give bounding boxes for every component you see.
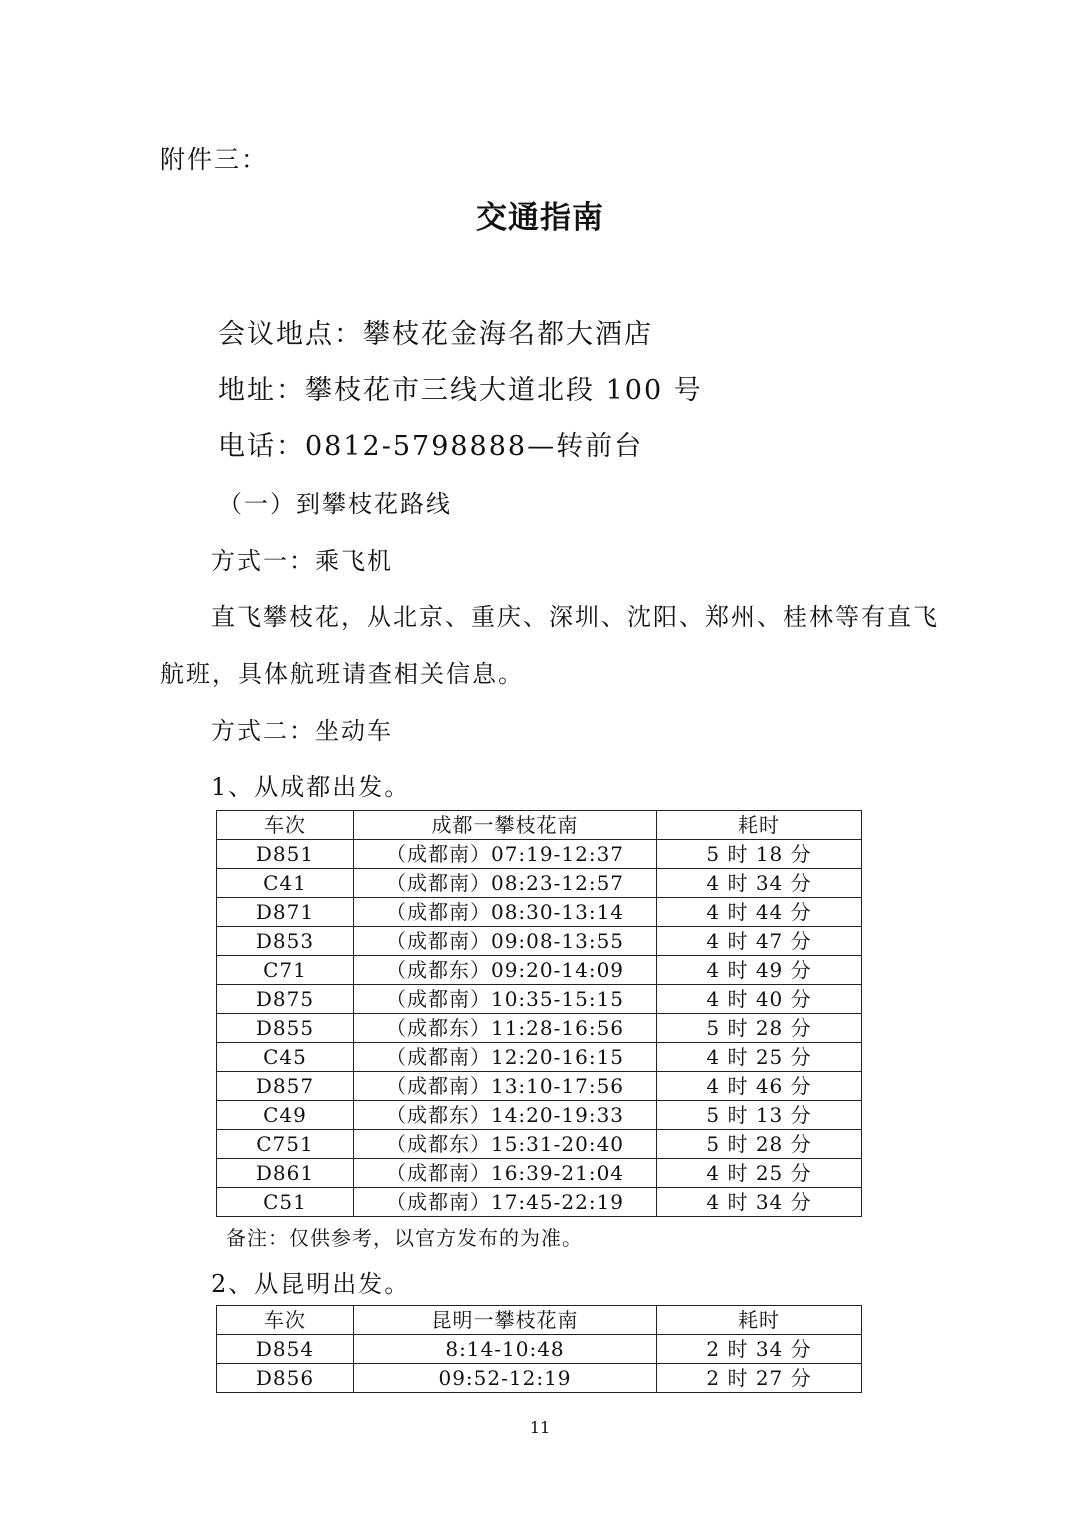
page-number: 11 <box>529 1418 551 1437</box>
duration-cell: 4 时 47 分 <box>657 927 862 956</box>
table-row <box>217 1130 862 1159</box>
train-number-cell: D855 <box>217 1014 354 1043</box>
train-number-cell: C751 <box>217 1130 354 1159</box>
duration-cell: 5 时 13 分 <box>657 1101 862 1130</box>
train-number-cell: D861 <box>217 1159 354 1188</box>
table-header-row <box>217 811 862 840</box>
duration-cell: 4 时 44 分 <box>657 898 862 927</box>
route-times-cell: （成都南）13:10-17:56 <box>354 1072 657 1101</box>
table-row <box>217 840 862 869</box>
route-times-cell: （成都南）08:30-13:14 <box>354 898 657 927</box>
train-number-cell: C71 <box>217 956 354 985</box>
duration-cell: 4 时 34 分 <box>657 869 862 898</box>
route-times-cell: 8:14-10:48 <box>354 1335 657 1364</box>
venue-location: 会议地点：攀枝花金海名都大酒店 <box>218 319 653 350</box>
route-times-cell: （成都南）12:20-16:15 <box>354 1043 657 1072</box>
table-row <box>217 1159 862 1188</box>
duration-cell: 5 时 28 分 <box>657 1014 862 1043</box>
table-row <box>217 1101 862 1130</box>
method2-heading: 方式二：坐动车 <box>211 717 393 745</box>
train-number-cell: D856 <box>217 1364 354 1393</box>
kunming-heading: 2、从昆明出发。 <box>211 1270 411 1298</box>
annex-label: 附件三： <box>160 145 269 174</box>
table-row <box>217 1188 862 1217</box>
route-times-cell: （成都南）08:23-12:57 <box>354 869 657 898</box>
header-route: 昆明一攀枝花南 <box>354 1306 657 1335</box>
chengdu-schedule-table <box>216 810 862 1217</box>
duration-cell: 2 时 34 分 <box>657 1335 862 1364</box>
train-number-cell: C49 <box>217 1101 354 1130</box>
table-note: 备注：仅供参考，以官方发布的为准。 <box>226 1226 583 1250</box>
train-number-cell: D854 <box>217 1335 354 1364</box>
route-times-cell: 09:52-12:19 <box>354 1364 657 1393</box>
duration-cell: 4 时 25 分 <box>657 1159 862 1188</box>
train-number-cell: C41 <box>217 869 354 898</box>
header-route: 成都一攀枝花南 <box>354 811 657 840</box>
table-row <box>217 956 862 985</box>
duration-cell: 4 时 25 分 <box>657 1043 862 1072</box>
table-header-row <box>217 1306 862 1335</box>
table-row <box>217 1335 862 1364</box>
route-times-cell: （成都东）14:20-19:33 <box>354 1101 657 1130</box>
venue-address: 地址：攀枝花市三线大道北段 100 号 <box>218 375 703 406</box>
route-times-cell: （成都南）09:08-13:55 <box>354 927 657 956</box>
train-number-cell: C45 <box>217 1043 354 1072</box>
route-times-cell: （成都东）09:20-14:09 <box>354 956 657 985</box>
page-title: 交通指南 <box>476 200 604 236</box>
header-duration: 耗时 <box>657 811 862 840</box>
venue-phone: 电话：0812-5798888—转前台 <box>218 431 644 462</box>
table-row <box>217 1043 862 1072</box>
table-row <box>217 898 862 927</box>
route-times-cell: （成都南）16:39-21:04 <box>354 1159 657 1188</box>
table-row <box>217 1364 862 1393</box>
train-number-cell: D857 <box>217 1072 354 1101</box>
chengdu-heading: 1、从成都出发。 <box>211 773 411 801</box>
route-times-cell: （成都东）11:28-16:56 <box>354 1014 657 1043</box>
header-train: 车次 <box>217 811 354 840</box>
table-row <box>217 869 862 898</box>
header-train: 车次 <box>217 1306 354 1335</box>
train-number-cell: C51 <box>217 1188 354 1217</box>
duration-cell: 4 时 34 分 <box>657 1188 862 1217</box>
route-times-cell: （成都东）15:31-20:40 <box>354 1130 657 1159</box>
method1-heading: 方式一：乘飞机 <box>211 547 393 575</box>
method1-text-line2: 航班，具体航班请查相关信息。 <box>160 660 524 688</box>
header-duration: 耗时 <box>657 1306 862 1335</box>
duration-cell: 4 时 49 分 <box>657 956 862 985</box>
table-row <box>217 1014 862 1043</box>
duration-cell: 5 时 28 分 <box>657 1130 862 1159</box>
table-row <box>217 1072 862 1101</box>
section-heading: （一）到攀枝花路线 <box>218 490 452 518</box>
table-row <box>217 927 862 956</box>
train-number-cell: D853 <box>217 927 354 956</box>
train-number-cell: D875 <box>217 985 354 1014</box>
route-times-cell: （成都南）17:45-22:19 <box>354 1188 657 1217</box>
duration-cell: 4 时 46 分 <box>657 1072 862 1101</box>
train-number-cell: D871 <box>217 898 354 927</box>
route-times-cell: （成都南）07:19-12:37 <box>354 840 657 869</box>
kunming-schedule-table <box>216 1305 862 1393</box>
duration-cell: 5 时 18 分 <box>657 840 862 869</box>
train-number-cell: D851 <box>217 840 354 869</box>
duration-cell: 4 时 40 分 <box>657 985 862 1014</box>
table-row <box>217 985 862 1014</box>
route-times-cell: （成都南）10:35-15:15 <box>354 985 657 1014</box>
duration-cell: 2 时 27 分 <box>657 1364 862 1393</box>
method1-text-line1: 直飞攀枝花，从北京、重庆、深圳、沈阳、郑州、桂林等有直飞 <box>211 603 939 631</box>
